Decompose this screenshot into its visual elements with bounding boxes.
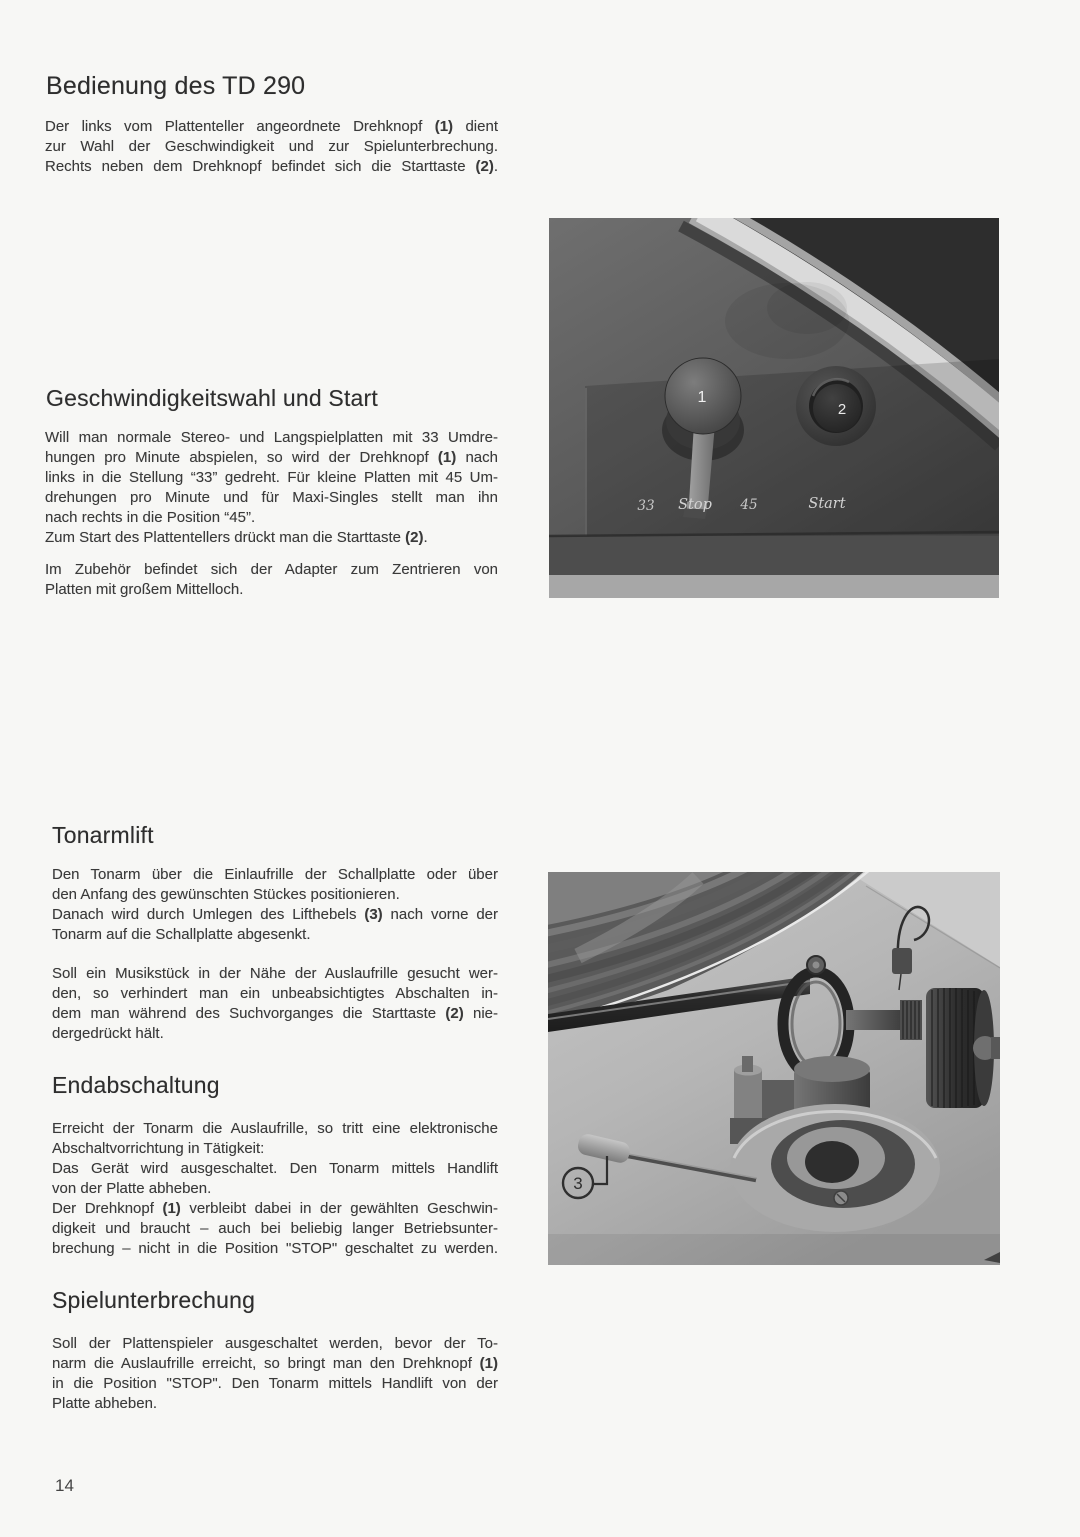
panel-label-45: 45 (740, 497, 758, 513)
text-line: Das Gerät wird ausgeschaltet. Den Tonarm mittels Handlift (52, 1160, 498, 1177)
text-line: Erreicht der Tonarm die Auslaufrille, so tritt eine elektronische (52, 1120, 498, 1137)
text-line: Zum Start des Plattentellers drückt man die Starttaste (2). (45, 529, 428, 546)
text-line: Rechts neben dem Drehknopf befindet sich die Starttaste (2). (45, 158, 498, 175)
text-line: links in die Stellung “33” gedreht. Für kleine Platten mit 45 Um- (45, 469, 498, 486)
text-line: Soll der Plattenspieler ausgeschaltet werden, bevor der To- (52, 1335, 498, 1352)
text-line: digkeit und braucht – auch bei beliebig langer Betriebsunter- (52, 1220, 498, 1237)
section-heading-speed: Geschwindigkeitswahl und Start (46, 385, 378, 411)
text-line: drehungen pro Minute und für Maxi-Singles stellt man ihn (45, 489, 498, 506)
tonarmlift-paragraph-2 (52, 964, 498, 1044)
speed-paragraph-1 (45, 428, 498, 548)
text-line: Will man normale Stereo- und Langspielplatten mit 33 Umdre- (45, 429, 498, 446)
panel-label-stop: Stop (678, 497, 712, 513)
text-line: dergedrückt hält. (52, 1025, 164, 1042)
page-number: 14 (55, 1476, 74, 1495)
text-line: nach rechts in die Position “45”. (45, 509, 256, 526)
speed-knob-number: 1 (697, 389, 707, 406)
text-line: zur Wahl der Geschwindigkeit und zur Spielunterbrechung. (45, 138, 498, 155)
text-line: Im Zubehör befindet sich der Adapter zum Zentrieren von (45, 561, 498, 578)
start-button-number: 2 (837, 401, 847, 418)
text-line: Der Drehknopf (1) verbleibt dabei in der gewählten Geschwin- (52, 1200, 498, 1217)
spielunterbrechung-paragraph (52, 1334, 498, 1414)
section-heading-endabschaltung: Endabschaltung (52, 1072, 220, 1098)
section-heading-tonarmlift: Tonarmlift (52, 822, 154, 848)
text-line: den, so verhindert man ein unbeabsichtigtes Abschalten in- (52, 985, 498, 1002)
lift-lever-number: 3 (573, 1174, 583, 1193)
text-line: Platte abheben. (52, 1395, 158, 1412)
text-line: Der links vom Plattenteller angeordnete Drehknopf (1) dient (45, 118, 498, 135)
text-line: Abschaltvorrichtung in Tätigkeit: (52, 1140, 265, 1157)
tonearm-photo (548, 872, 1000, 1265)
text-line: den Anfang des gewünschten Stückes positionieren. (52, 886, 400, 903)
speed-controls-photo-art (549, 218, 999, 598)
text-line: Soll ein Musikstück in der Nähe der Auslaufrille gesucht wer- (52, 965, 498, 982)
text-line: Tonarm auf die Schallplatte abgesenkt. (52, 926, 311, 943)
tonearm-photo-art (548, 872, 1000, 1265)
speed-controls-photo (549, 218, 999, 598)
text-line: Danach wird durch Umlegen des Lifthebels (3) nach vorne der (52, 906, 499, 923)
panel-label-33: 33 (637, 498, 655, 514)
section-heading-spielunterbrechung: Spielunterbrechung (52, 1287, 256, 1313)
text-line: hungen pro Minute abspielen, so wird der Drehknopf (1) nach (45, 449, 498, 466)
text-line: Platten mit großem Mittelloch. (45, 581, 244, 598)
text-line: Den Tonarm über die Einlaufrille der Schallplatte oder über (52, 866, 498, 883)
text-line: narm die Auslaufrille erreicht, so bringt man den Drehknopf (1) (52, 1355, 498, 1372)
intro-paragraph (45, 117, 498, 177)
text-line: von der Platte abheben. (52, 1180, 212, 1197)
text-line: brechung – nicht in die Position "STOP" geschaltet zu werden. (52, 1240, 498, 1257)
panel-label-start: Start (808, 496, 846, 512)
endabschaltung-paragraph (52, 1119, 498, 1259)
tonarmlift-paragraph-1 (52, 865, 498, 945)
speed-paragraph-2 (45, 560, 498, 600)
page-title: Bedienung des TD 290 (46, 72, 306, 100)
text-line: in die Position "STOP". Den Tonarm mittels Handlift von der (52, 1375, 498, 1392)
text-line: dem man während des Suchvorganges die Starttaste (2) nie- (52, 1005, 498, 1022)
